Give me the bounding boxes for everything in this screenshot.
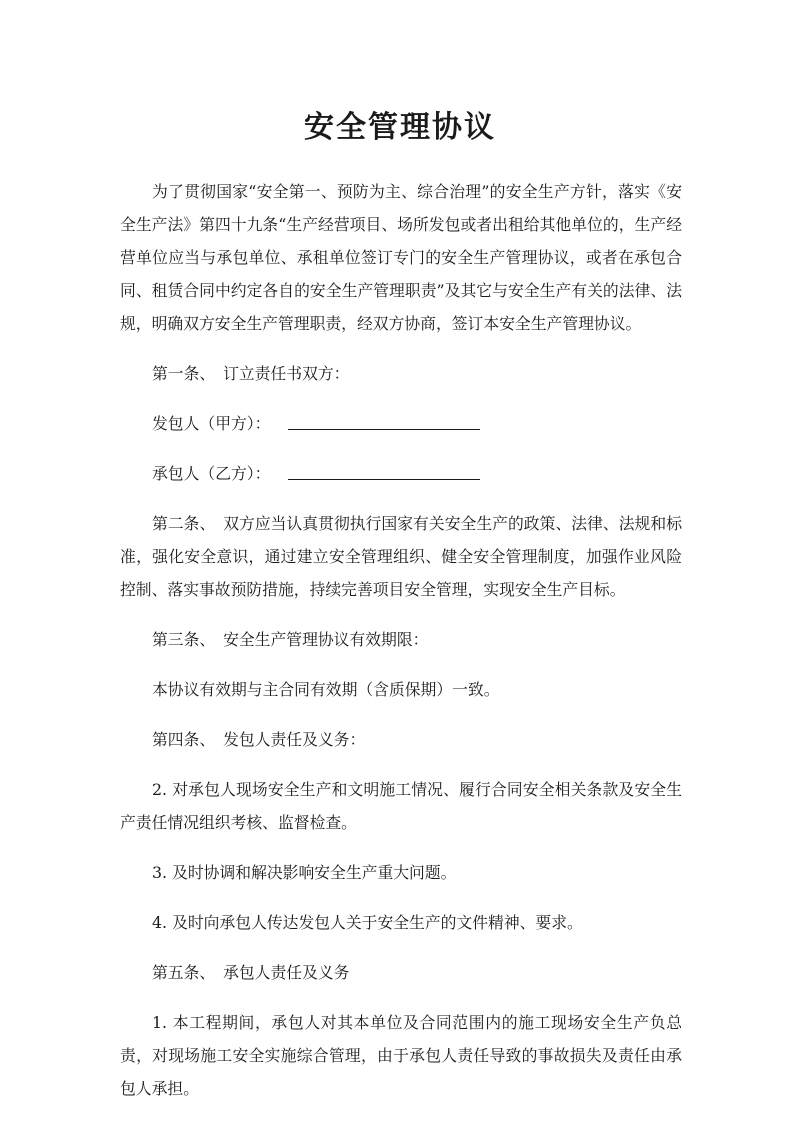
article-5-item-1: 1. 本工程期间，承包人对其本单位及合同范围内的施工现场安全生产负总责，对现场施工安全实施综合管理，由于承包人责任导致的事故损失及责任由承包人承担。 [120, 1013, 682, 1098]
article-1-heading: 第一条、 订立责任书双方： [152, 364, 350, 383]
party-a-label: 发包人（甲方）： [152, 414, 271, 433]
article-3-text: 本协议有效期与主合同有效期（含质保期）一致。 [152, 680, 500, 699]
document-title: 安全管理协议 [304, 110, 496, 145]
intro-paragraph: 为了贯彻国家“安全第一、预防为主、综合治理”的安全生产方针，落实《安全生产法》第四十九条“生产经营项目、场所发包或者出租给其他单位的，生产经营单位应当与承包单位、承租单位签订专门的安全生产管理协议，或者在承包合同、租赁合同中约定各自的安全生产管理职责”及其它与安全生产有关的法律、法规，明确双方安全生产管理职责，经双方协商，签订本安全生产管理协议。 [120, 182, 682, 333]
article-4-heading: 第四条、 发包人责任及义务： [152, 730, 366, 749]
party-a-row [120, 407, 682, 440]
document-body [120, 175, 682, 1122]
party-b-blank-field[interactable] [288, 478, 480, 480]
party-a-blank-field[interactable] [288, 428, 480, 430]
article-4-item-2: 2. 对承包人现场安全生产和文明施工情况、履行合同安全相关条款及安全生产责任情况组织考核、监督检查。 [120, 780, 682, 832]
article-5-heading: 第五条、 承包人责任及义务 [152, 963, 350, 982]
party-b-label: 承包人（乙方）： [152, 464, 271, 483]
article-4-item-3: 3. 及时协调和解决影响安全生产重大问题。 [152, 863, 457, 882]
article-3-heading: 第三条、 安全生产管理协议有效期限： [152, 630, 429, 649]
article-4-item-4: 4. 及时向承包人传达发包人关于安全生产的文件精神、要求。 [152, 913, 583, 932]
party-b-row [120, 457, 682, 490]
article-2-paragraph: 第二条、 双方应当认真贯彻执行国家有关安全生产的政策、法律、法规和标准，强化安全意识，通过建立安全管理组织、健全安全管理制度，加强作业风险控制、落实事故预防措施，持续完善项目安全管理，实现安全生产目标。 [120, 514, 682, 599]
